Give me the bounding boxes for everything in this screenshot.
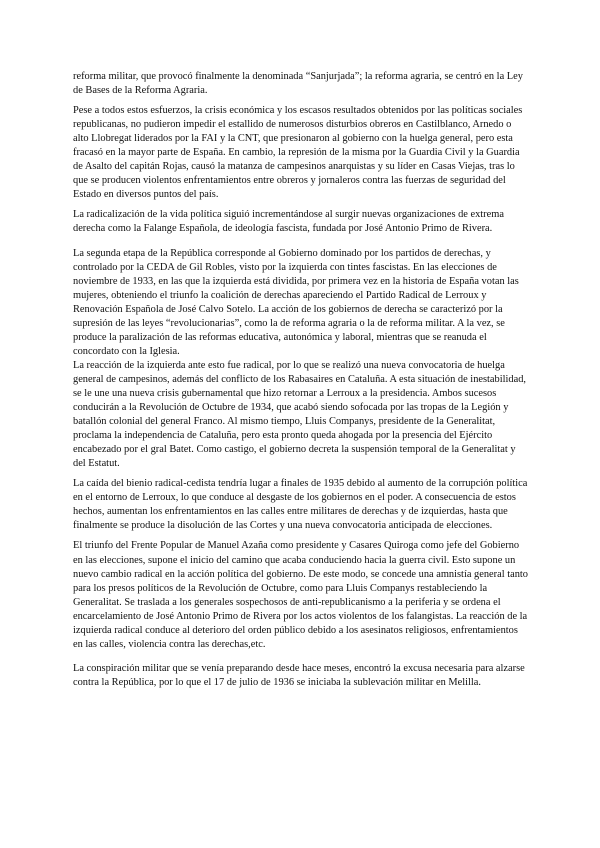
paragraph: El triunfo del Frente Popular de Manuel Azaña como presidente y Casares Quiroga como jefe del Gobierno en las elecciones, supone el inicio del camino que acaba conduciendo hacia la guerra civil. Esto supone un nuevo cambio radical en la acción política del gobierno. De este modo, se concede una amnistía general tanto para los presos políticos de la Revolución de Octubre, como para Lluis Companys restableciendo la Generalitat. Se traslada a los generales sospechosos de anti-republicanismo a la periferia y se ordena el encarcelamiento de José Antonio Primo de Rivera por los actos violentos de los falangistas. La reacción de la izquierda radical conduce al deterioro del orden público debido a los asesinatos religiosos, enfrentamientos en las calles, violencia contra las derechas,etc. <box>73 540 528 650</box>
paragraph: La segunda etapa de la República corresponde al Gobierno dominado por los partidos de derechas, y controlado por la CEDA de Gil Robles, visto por la izquierda con tintes fascistas. En las elecciones de noviembre de 1933, en las que la izquierda está dividida, por primera vez en la historia de España votan las mujeres, obteniendo el triunfo la coalición de derechas apareciendo el Partido Radical de Lerroux y Renovación Española de José Calvo Sotelo. La acción de los gobiernos de derecha se caracterizó por la supresión de las leyes “revolucionarias”, como la de reforma agraria o la de reforma militar. A la vez, se produce la paralización de las reformas educativa, autonómica y laboral, mientras que se reanuda el concordato con la Iglesia. <box>73 247 519 357</box>
paragraph: La reacción de la izquierda ante esto fue radical, por lo que se realizó una nueva convocatoria de huelga general de campesinos, además del conflicto de los Rabasaires en Cataluña. A esta situación de inestabilidad, se le une una nueva crisis gubernamental que hizo retornar a Lerroux a la presidencia. Ambos sucesos conducirán a la Revolución de Octubre de 1934, que acabó siendo sofocada por las tropas de la Legión y batallón colonial del general Franco. Al mismo tiempo, Lluis Companys, presidente de la Generalitat, proclama la independencia de Cataluña, pero esta pronto queda ahogada por la presencia del Ejército encabezado por el gral Batet. Como castigo, el gobierno decreta la suspensión temporal de la Generalitat y del Estatut. <box>73 359 527 470</box>
paragraph: La conspiración militar que se venía preparando desde hace meses, encontró la excusa necesaria para alzarse contra la República, por lo que el 17 de julio de 1936 se iniciaba la sublevación militar en Melilla. <box>73 662 525 688</box>
paragraph: La radicalización de la vida política siguió incrementándose al surgir nuevas organizaciones de extrema derecha como la Falange Española, de ideología fascista, fundada por José Antonio Primo de Rivera. <box>73 209 504 235</box>
paragraph: Pese a todos estos esfuerzos, la crisis económica y los escasos resultados obtenidos por las políticas sociales republicanas, no pudieron impedir el estallido de numerosos disturbios obreros en Castilblanco, Arnedo o alto Llobregat liderados por la FAI y la CNT, que presionaron al gobierno con la huelga general, pero esta fracasó en la mayor parte de España. En cambio, la represión de la misma por la Guardia Civil y la Guardia de Asalto del capitán Rojas, causó la matanza de campesinos anarquistas y su líder en Casas Viejas, tras lo que se producen violentos enfrentamientos entre obreros y jornaleros contra las fuerzas de seguridad del Estado en diversos puntos del país. <box>73 105 523 201</box>
paragraph: La caída del bienio radical-cedista tendría lugar a finales de 1935 debido al aumento de la corrupción política en el entorno de Lerroux, lo que conduce al desgaste de los gobiernos en el poder. A consecuencia de estos hechos, aumentan los enfrentamientos en las calles entre militares de derechas y de izquierdas, hasta que finalmente se produce la disolución de las Cortes y una nueva convocatoria anticipada de elecciones. <box>73 478 528 532</box>
document-body <box>73 70 529 690</box>
paragraph: reforma militar, que provocó finalmente la denominada “Sanjurjada”; la reforma agraria, se centró en la Ley de Bases de la Reforma Agraria. <box>73 71 523 97</box>
